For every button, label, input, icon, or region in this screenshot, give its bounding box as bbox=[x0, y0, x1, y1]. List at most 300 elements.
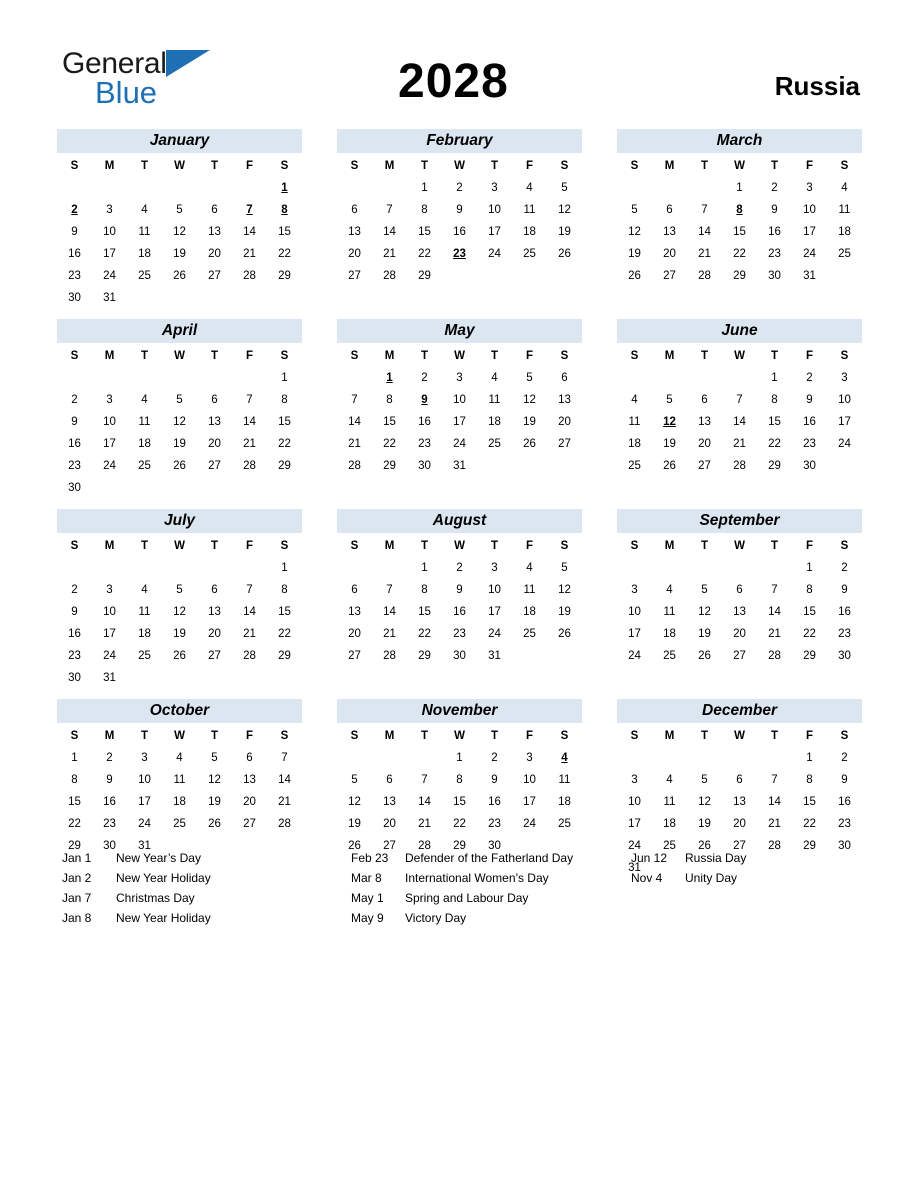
day-cell[interactable]: 11 bbox=[173, 773, 186, 786]
day-cell[interactable]: 11 bbox=[523, 203, 536, 216]
day-cell[interactable]: 15 bbox=[278, 225, 291, 238]
day-cell[interactable]: 10 bbox=[523, 773, 536, 786]
day-cell[interactable]: 24 bbox=[103, 649, 116, 662]
day-cell[interactable]: 22 bbox=[768, 437, 781, 450]
day-cell[interactable]: 28 bbox=[348, 459, 361, 472]
day-cell[interactable]: 28 bbox=[418, 839, 431, 852]
day-cell[interactable]: 20 bbox=[663, 247, 676, 260]
day-cell[interactable]: 14 bbox=[698, 225, 711, 238]
day-cell[interactable]: 11 bbox=[488, 393, 501, 406]
day-cell[interactable]: 10 bbox=[488, 203, 501, 216]
day-cell[interactable]: 15 bbox=[803, 795, 816, 808]
day-cell[interactable]: 27 bbox=[558, 437, 571, 450]
day-cell[interactable]: 19 bbox=[523, 415, 536, 428]
day-cell[interactable]: 31 bbox=[488, 649, 501, 662]
day-cell[interactable]: 6 bbox=[386, 773, 393, 786]
day-cell[interactable]: 24 bbox=[138, 817, 151, 830]
day-cell[interactable]: 14 bbox=[243, 415, 256, 428]
day-cell[interactable]: 8 bbox=[421, 203, 428, 216]
day-cell[interactable]: 19 bbox=[628, 247, 641, 260]
day-cell[interactable]: 2 bbox=[71, 583, 78, 596]
day-cell[interactable]: 15 bbox=[803, 605, 816, 618]
day-cell[interactable]: 25 bbox=[138, 269, 151, 282]
day-cell-holiday[interactable]: 4 bbox=[561, 751, 568, 764]
day-cell[interactable]: 24 bbox=[803, 247, 816, 260]
day-cell[interactable]: 28 bbox=[698, 269, 711, 282]
day-cell[interactable]: 19 bbox=[698, 627, 711, 640]
day-cell[interactable]: 29 bbox=[278, 459, 291, 472]
day-cell[interactable]: 26 bbox=[698, 839, 711, 852]
day-cell[interactable]: 10 bbox=[103, 415, 116, 428]
day-cell[interactable]: 21 bbox=[243, 247, 256, 260]
day-cell[interactable]: 2 bbox=[71, 393, 78, 406]
day-cell[interactable]: 15 bbox=[418, 605, 431, 618]
day-cell[interactable]: 4 bbox=[631, 393, 638, 406]
day-cell[interactable]: 27 bbox=[733, 839, 746, 852]
day-cell[interactable]: 9 bbox=[841, 583, 848, 596]
day-cell[interactable]: 15 bbox=[418, 225, 431, 238]
day-cell-holiday[interactable]: 1 bbox=[281, 181, 288, 194]
day-cell[interactable]: 28 bbox=[383, 269, 396, 282]
day-cell[interactable]: 1 bbox=[456, 751, 463, 764]
day-cell[interactable]: 13 bbox=[348, 225, 361, 238]
day-cell[interactable]: 5 bbox=[561, 181, 568, 194]
day-cell[interactable]: 20 bbox=[208, 437, 221, 450]
day-cell[interactable]: 1 bbox=[421, 561, 428, 574]
day-cell[interactable]: 8 bbox=[281, 583, 288, 596]
day-cell[interactable]: 30 bbox=[488, 839, 501, 852]
day-cell[interactable]: 24 bbox=[488, 247, 501, 260]
day-cell[interactable]: 10 bbox=[838, 393, 851, 406]
day-cell[interactable]: 25 bbox=[558, 817, 571, 830]
day-cell[interactable]: 30 bbox=[418, 459, 431, 472]
day-cell[interactable]: 16 bbox=[768, 225, 781, 238]
day-cell[interactable]: 18 bbox=[523, 605, 536, 618]
day-cell[interactable]: 17 bbox=[488, 225, 501, 238]
day-cell[interactable]: 11 bbox=[138, 415, 151, 428]
day-cell[interactable]: 9 bbox=[491, 773, 498, 786]
day-cell[interactable]: 23 bbox=[418, 437, 431, 450]
day-cell[interactable]: 17 bbox=[138, 795, 151, 808]
day-cell[interactable]: 20 bbox=[348, 627, 361, 640]
day-cell[interactable]: 26 bbox=[523, 437, 536, 450]
day-cell[interactable]: 21 bbox=[243, 437, 256, 450]
day-cell[interactable]: 27 bbox=[348, 269, 361, 282]
day-cell[interactable]: 18 bbox=[173, 795, 186, 808]
day-cell-holiday[interactable]: 23 bbox=[453, 247, 466, 260]
day-cell[interactable]: 1 bbox=[806, 561, 813, 574]
day-cell[interactable]: 27 bbox=[663, 269, 676, 282]
day-cell[interactable]: 15 bbox=[768, 415, 781, 428]
day-cell[interactable]: 1 bbox=[421, 181, 428, 194]
day-cell[interactable]: 20 bbox=[208, 627, 221, 640]
day-cell[interactable]: 2 bbox=[771, 181, 778, 194]
day-cell[interactable]: 28 bbox=[768, 649, 781, 662]
day-cell-holiday[interactable]: 8 bbox=[281, 203, 288, 216]
day-cell[interactable]: 2 bbox=[806, 371, 813, 384]
day-cell[interactable]: 18 bbox=[138, 437, 151, 450]
day-cell[interactable]: 20 bbox=[383, 817, 396, 830]
day-cell[interactable]: 16 bbox=[68, 437, 81, 450]
day-cell[interactable]: 11 bbox=[558, 773, 571, 786]
day-cell[interactable]: 30 bbox=[103, 839, 116, 852]
day-cell[interactable]: 26 bbox=[348, 839, 361, 852]
day-cell[interactable]: 12 bbox=[523, 393, 536, 406]
day-cell[interactable]: 3 bbox=[141, 751, 148, 764]
generalblue-logo[interactable] bbox=[62, 47, 262, 109]
day-cell[interactable]: 20 bbox=[733, 817, 746, 830]
day-cell[interactable]: 31 bbox=[803, 269, 816, 282]
day-cell[interactable]: 20 bbox=[208, 247, 221, 260]
day-cell[interactable]: 21 bbox=[698, 247, 711, 260]
day-cell[interactable]: 7 bbox=[701, 203, 708, 216]
day-cell[interactable]: 28 bbox=[243, 269, 256, 282]
day-cell[interactable]: 5 bbox=[176, 393, 183, 406]
day-cell[interactable]: 6 bbox=[351, 583, 358, 596]
day-cell[interactable]: 18 bbox=[628, 437, 641, 450]
day-cell[interactable]: 18 bbox=[138, 247, 151, 260]
day-cell[interactable]: 1 bbox=[281, 561, 288, 574]
day-cell[interactable]: 25 bbox=[663, 839, 676, 852]
day-cell[interactable]: 16 bbox=[68, 247, 81, 260]
day-cell[interactable]: 26 bbox=[173, 649, 186, 662]
day-cell[interactable]: 25 bbox=[838, 247, 851, 260]
day-cell[interactable]: 27 bbox=[348, 649, 361, 662]
day-cell[interactable]: 19 bbox=[208, 795, 221, 808]
day-cell[interactable]: 4 bbox=[141, 203, 148, 216]
day-cell[interactable]: 27 bbox=[383, 839, 396, 852]
day-cell[interactable]: 9 bbox=[71, 415, 78, 428]
day-cell[interactable]: 16 bbox=[488, 795, 501, 808]
day-cell[interactable]: 21 bbox=[243, 627, 256, 640]
day-cell[interactable]: 12 bbox=[558, 203, 571, 216]
day-cell[interactable]: 17 bbox=[488, 605, 501, 618]
day-cell[interactable]: 11 bbox=[663, 605, 676, 618]
day-cell[interactable]: 20 bbox=[243, 795, 256, 808]
day-cell[interactable]: 13 bbox=[208, 605, 221, 618]
day-cell[interactable]: 10 bbox=[453, 393, 466, 406]
day-cell[interactable]: 27 bbox=[208, 459, 221, 472]
day-cell[interactable]: 14 bbox=[348, 415, 361, 428]
day-cell[interactable]: 6 bbox=[211, 203, 218, 216]
day-cell[interactable]: 9 bbox=[71, 605, 78, 618]
day-cell[interactable]: 4 bbox=[141, 583, 148, 596]
day-cell[interactable]: 22 bbox=[278, 437, 291, 450]
day-cell[interactable]: 22 bbox=[803, 817, 816, 830]
day-cell[interactable]: 17 bbox=[453, 415, 466, 428]
day-cell[interactable]: 7 bbox=[736, 393, 743, 406]
day-cell[interactable]: 31 bbox=[628, 861, 641, 874]
day-cell[interactable]: 26 bbox=[628, 269, 641, 282]
day-cell[interactable]: 18 bbox=[488, 415, 501, 428]
day-cell[interactable]: 27 bbox=[208, 649, 221, 662]
day-cell[interactable]: 26 bbox=[173, 269, 186, 282]
day-cell[interactable]: 19 bbox=[698, 817, 711, 830]
day-cell[interactable]: 26 bbox=[558, 247, 571, 260]
day-cell[interactable]: 24 bbox=[103, 269, 116, 282]
day-cell[interactable]: 24 bbox=[453, 437, 466, 450]
day-cell[interactable]: 23 bbox=[488, 817, 501, 830]
day-cell[interactable]: 6 bbox=[701, 393, 708, 406]
day-cell[interactable]: 4 bbox=[526, 561, 533, 574]
day-cell[interactable]: 5 bbox=[666, 393, 673, 406]
day-cell[interactable]: 30 bbox=[68, 291, 81, 304]
day-cell[interactable]: 25 bbox=[488, 437, 501, 450]
day-cell[interactable]: 16 bbox=[68, 627, 81, 640]
day-cell[interactable]: 19 bbox=[558, 605, 571, 618]
day-cell[interactable]: 8 bbox=[806, 773, 813, 786]
day-cell[interactable]: 12 bbox=[698, 605, 711, 618]
day-cell[interactable]: 23 bbox=[768, 247, 781, 260]
day-cell-holiday[interactable]: 12 bbox=[663, 415, 676, 428]
day-cell[interactable]: 18 bbox=[663, 817, 676, 830]
day-cell[interactable]: 8 bbox=[421, 583, 428, 596]
day-cell[interactable]: 9 bbox=[456, 203, 463, 216]
day-cell[interactable]: 3 bbox=[106, 393, 113, 406]
day-cell[interactable]: 3 bbox=[491, 181, 498, 194]
day-cell[interactable]: 13 bbox=[733, 795, 746, 808]
day-cell[interactable]: 22 bbox=[383, 437, 396, 450]
day-cell[interactable]: 26 bbox=[173, 459, 186, 472]
day-cell[interactable]: 2 bbox=[456, 181, 463, 194]
day-cell[interactable]: 15 bbox=[278, 415, 291, 428]
day-cell[interactable]: 12 bbox=[558, 583, 571, 596]
day-cell[interactable]: 29 bbox=[803, 649, 816, 662]
day-cell[interactable]: 7 bbox=[246, 393, 253, 406]
day-cell[interactable]: 6 bbox=[211, 583, 218, 596]
day-cell[interactable]: 27 bbox=[698, 459, 711, 472]
day-cell[interactable]: 22 bbox=[418, 627, 431, 640]
day-cell[interactable]: 24 bbox=[838, 437, 851, 450]
day-cell[interactable]: 16 bbox=[453, 605, 466, 618]
day-cell[interactable]: 12 bbox=[173, 415, 186, 428]
day-cell[interactable]: 11 bbox=[523, 583, 536, 596]
day-cell[interactable]: 5 bbox=[211, 751, 218, 764]
day-cell[interactable]: 9 bbox=[106, 773, 113, 786]
day-cell[interactable]: 29 bbox=[68, 839, 81, 852]
day-cell[interactable]: 1 bbox=[281, 371, 288, 384]
day-cell[interactable]: 6 bbox=[561, 371, 568, 384]
day-cell[interactable]: 5 bbox=[701, 773, 708, 786]
day-cell[interactable]: 6 bbox=[351, 203, 358, 216]
day-cell[interactable]: 28 bbox=[383, 649, 396, 662]
day-cell[interactable]: 27 bbox=[733, 649, 746, 662]
day-cell[interactable]: 26 bbox=[663, 459, 676, 472]
day-cell[interactable]: 28 bbox=[243, 459, 256, 472]
day-cell[interactable]: 2 bbox=[456, 561, 463, 574]
day-cell[interactable]: 13 bbox=[208, 415, 221, 428]
day-cell[interactable]: 17 bbox=[103, 627, 116, 640]
day-cell[interactable]: 10 bbox=[803, 203, 816, 216]
day-cell[interactable]: 7 bbox=[386, 203, 393, 216]
day-cell[interactable]: 25 bbox=[523, 247, 536, 260]
day-cell[interactable]: 29 bbox=[278, 269, 291, 282]
day-cell[interactable]: 9 bbox=[806, 393, 813, 406]
day-cell[interactable]: 22 bbox=[68, 817, 81, 830]
day-cell[interactable]: 6 bbox=[736, 583, 743, 596]
day-cell[interactable]: 24 bbox=[628, 839, 641, 852]
day-cell[interactable]: 12 bbox=[173, 605, 186, 618]
day-cell[interactable]: 4 bbox=[141, 393, 148, 406]
day-cell[interactable]: 23 bbox=[68, 459, 81, 472]
day-cell[interactable]: 15 bbox=[68, 795, 81, 808]
day-cell[interactable]: 26 bbox=[208, 817, 221, 830]
day-cell[interactable]: 3 bbox=[841, 371, 848, 384]
day-cell[interactable]: 14 bbox=[243, 605, 256, 618]
day-cell[interactable]: 8 bbox=[281, 393, 288, 406]
day-cell[interactable]: 14 bbox=[418, 795, 431, 808]
day-cell[interactable]: 14 bbox=[383, 225, 396, 238]
day-cell[interactable]: 9 bbox=[771, 203, 778, 216]
day-cell[interactable]: 15 bbox=[733, 225, 746, 238]
day-cell[interactable]: 19 bbox=[558, 225, 571, 238]
day-cell[interactable]: 3 bbox=[631, 583, 638, 596]
day-cell[interactable]: 13 bbox=[733, 605, 746, 618]
day-cell[interactable]: 27 bbox=[208, 269, 221, 282]
day-cell[interactable]: 25 bbox=[138, 459, 151, 472]
day-cell[interactable]: 26 bbox=[558, 627, 571, 640]
day-cell[interactable]: 10 bbox=[138, 773, 151, 786]
day-cell[interactable]: 20 bbox=[558, 415, 571, 428]
day-cell[interactable]: 3 bbox=[106, 583, 113, 596]
day-cell[interactable]: 29 bbox=[418, 269, 431, 282]
day-cell[interactable]: 3 bbox=[106, 203, 113, 216]
day-cell[interactable]: 1 bbox=[771, 371, 778, 384]
day-cell[interactable]: 12 bbox=[348, 795, 361, 808]
day-cell[interactable]: 10 bbox=[488, 583, 501, 596]
day-cell[interactable]: 13 bbox=[243, 773, 256, 786]
day-cell[interactable]: 5 bbox=[176, 583, 183, 596]
day-cell[interactable]: 5 bbox=[561, 561, 568, 574]
day-cell[interactable]: 8 bbox=[806, 583, 813, 596]
day-cell[interactable]: 3 bbox=[631, 773, 638, 786]
day-cell[interactable]: 25 bbox=[663, 649, 676, 662]
day-cell[interactable]: 8 bbox=[456, 773, 463, 786]
day-cell[interactable]: 14 bbox=[768, 605, 781, 618]
day-cell[interactable]: 21 bbox=[383, 247, 396, 260]
day-cell[interactable]: 6 bbox=[666, 203, 673, 216]
day-cell[interactable]: 30 bbox=[68, 481, 81, 494]
day-cell[interactable]: 29 bbox=[803, 839, 816, 852]
day-cell[interactable]: 3 bbox=[526, 751, 533, 764]
day-cell[interactable]: 29 bbox=[453, 839, 466, 852]
day-cell[interactable]: 2 bbox=[841, 751, 848, 764]
day-cell[interactable]: 28 bbox=[768, 839, 781, 852]
day-cell[interactable]: 23 bbox=[68, 269, 81, 282]
day-cell[interactable]: 18 bbox=[558, 795, 571, 808]
day-cell[interactable]: 30 bbox=[68, 671, 81, 684]
day-cell[interactable]: 31 bbox=[103, 671, 116, 684]
day-cell[interactable]: 22 bbox=[278, 247, 291, 260]
day-cell[interactable]: 6 bbox=[211, 393, 218, 406]
day-cell[interactable]: 9 bbox=[456, 583, 463, 596]
day-cell[interactable]: 17 bbox=[103, 247, 116, 260]
day-cell[interactable]: 4 bbox=[666, 583, 673, 596]
day-cell[interactable]: 13 bbox=[663, 225, 676, 238]
day-cell[interactable]: 8 bbox=[71, 773, 78, 786]
day-cell[interactable]: 13 bbox=[383, 795, 396, 808]
day-cell[interactable]: 23 bbox=[453, 627, 466, 640]
day-cell[interactable]: 26 bbox=[698, 649, 711, 662]
day-cell[interactable]: 2 bbox=[421, 371, 428, 384]
day-cell[interactable]: 11 bbox=[663, 795, 676, 808]
day-cell[interactable]: 25 bbox=[138, 649, 151, 662]
day-cell[interactable]: 17 bbox=[103, 437, 116, 450]
day-cell-holiday[interactable]: 7 bbox=[246, 203, 253, 216]
day-cell[interactable]: 13 bbox=[348, 605, 361, 618]
day-cell[interactable]: 24 bbox=[103, 459, 116, 472]
day-cell[interactable]: 27 bbox=[243, 817, 256, 830]
day-cell[interactable]: 16 bbox=[838, 795, 851, 808]
day-cell[interactable]: 4 bbox=[666, 773, 673, 786]
day-cell[interactable]: 8 bbox=[771, 393, 778, 406]
day-cell[interactable]: 11 bbox=[628, 415, 641, 428]
day-cell[interactable]: 17 bbox=[628, 627, 641, 640]
day-cell[interactable]: 2 bbox=[106, 751, 113, 764]
day-cell[interactable]: 22 bbox=[733, 247, 746, 260]
day-cell[interactable]: 10 bbox=[103, 605, 116, 618]
day-cell[interactable]: 29 bbox=[418, 649, 431, 662]
day-cell[interactable]: 29 bbox=[733, 269, 746, 282]
day-cell[interactable]: 7 bbox=[771, 583, 778, 596]
day-cell[interactable]: 21 bbox=[733, 437, 746, 450]
day-cell[interactable]: 12 bbox=[208, 773, 221, 786]
day-cell[interactable]: 18 bbox=[838, 225, 851, 238]
day-cell[interactable]: 21 bbox=[768, 627, 781, 640]
day-cell[interactable]: 7 bbox=[351, 393, 358, 406]
day-cell[interactable]: 29 bbox=[383, 459, 396, 472]
day-cell[interactable]: 20 bbox=[698, 437, 711, 450]
day-cell-holiday[interactable]: 9 bbox=[421, 393, 428, 406]
day-cell[interactable]: 19 bbox=[173, 247, 186, 260]
day-cell[interactable]: 2 bbox=[841, 561, 848, 574]
day-cell[interactable]: 7 bbox=[246, 583, 253, 596]
day-cell[interactable]: 5 bbox=[631, 203, 638, 216]
day-cell[interactable]: 17 bbox=[838, 415, 851, 428]
day-cell[interactable]: 3 bbox=[806, 181, 813, 194]
day-cell[interactable]: 28 bbox=[733, 459, 746, 472]
day-cell[interactable]: 11 bbox=[138, 605, 151, 618]
day-cell[interactable]: 25 bbox=[523, 627, 536, 640]
day-cell[interactable]: 8 bbox=[386, 393, 393, 406]
day-cell[interactable]: 17 bbox=[523, 795, 536, 808]
day-cell[interactable]: 5 bbox=[351, 773, 358, 786]
day-cell[interactable]: 16 bbox=[103, 795, 116, 808]
day-cell[interactable]: 23 bbox=[103, 817, 116, 830]
day-cell[interactable]: 16 bbox=[803, 415, 816, 428]
day-cell[interactable]: 16 bbox=[838, 605, 851, 618]
day-cell[interactable]: 23 bbox=[838, 627, 851, 640]
day-cell[interactable]: 9 bbox=[841, 773, 848, 786]
day-cell[interactable]: 12 bbox=[698, 795, 711, 808]
day-cell[interactable]: 23 bbox=[803, 437, 816, 450]
day-cell[interactable]: 1 bbox=[736, 181, 743, 194]
day-cell[interactable]: 23 bbox=[838, 817, 851, 830]
day-cell[interactable]: 11 bbox=[138, 225, 151, 238]
day-cell[interactable]: 3 bbox=[491, 561, 498, 574]
day-cell[interactable]: 28 bbox=[278, 817, 291, 830]
day-cell[interactable]: 10 bbox=[628, 795, 641, 808]
day-cell[interactable]: 5 bbox=[176, 203, 183, 216]
day-cell[interactable]: 17 bbox=[803, 225, 816, 238]
day-cell[interactable]: 19 bbox=[173, 627, 186, 640]
day-cell[interactable]: 30 bbox=[803, 459, 816, 472]
day-cell[interactable]: 4 bbox=[841, 181, 848, 194]
day-cell[interactable]: 20 bbox=[348, 247, 361, 260]
day-cell[interactable]: 21 bbox=[278, 795, 291, 808]
day-cell[interactable]: 24 bbox=[488, 627, 501, 640]
day-cell[interactable]: 19 bbox=[348, 817, 361, 830]
